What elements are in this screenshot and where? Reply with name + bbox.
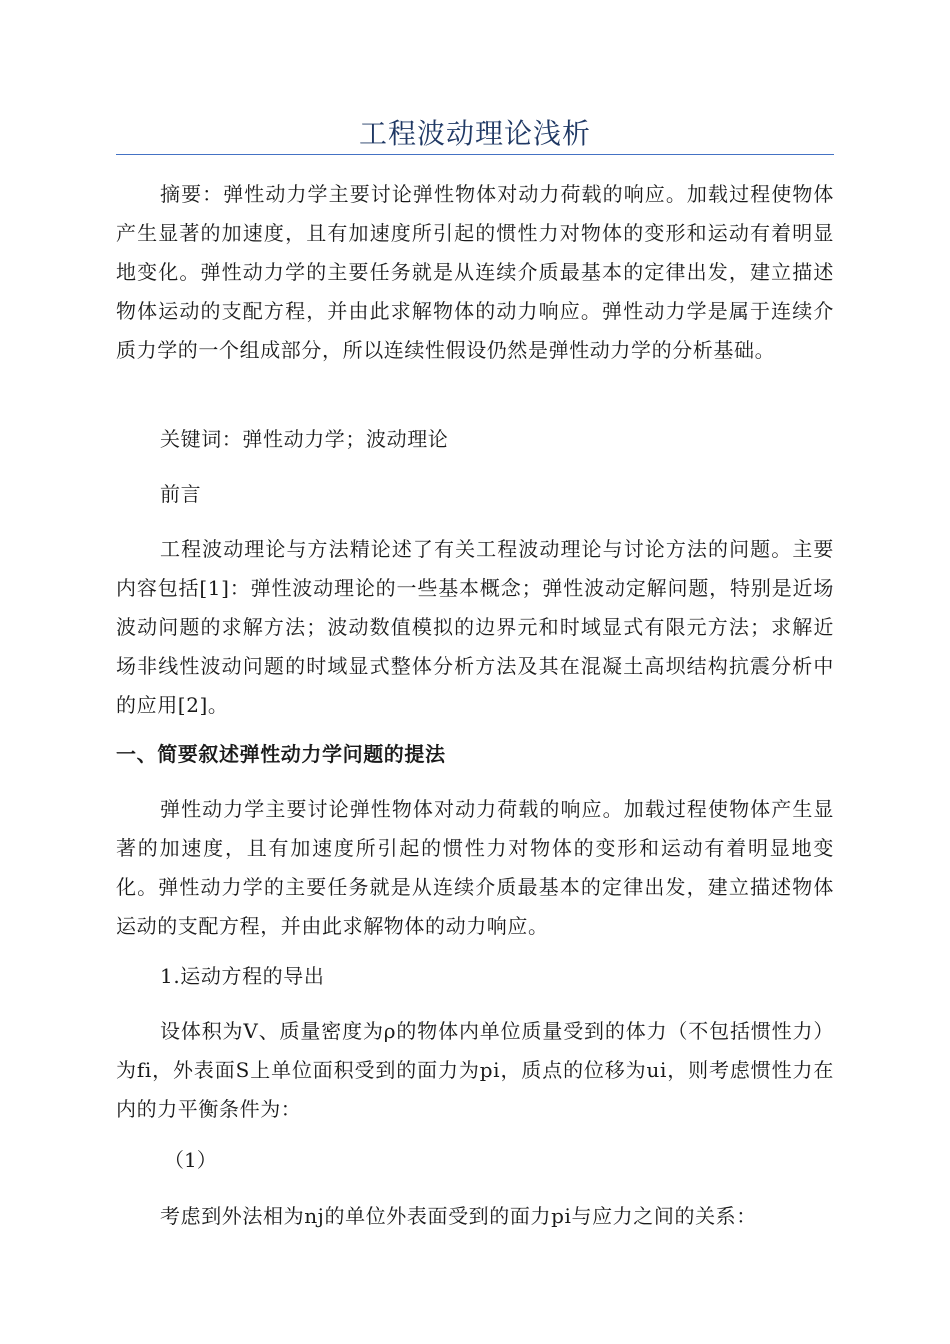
section-1-heading: 一、简要叙述弹性动力学问题的提法 xyxy=(116,742,446,766)
keywords-line: 关键词：弹性动力学；波动理论 xyxy=(160,427,449,451)
preface-paragraph: 工程波动理论与方法精论述了有关工程波动理论与讨论方法的问题。主要内容包括[1]：弹性波动理论的一些基本概念；弹性波动定解问题，特别是近场波动问题的求解方法；波动数值模拟的边界元和时域显式有限元方法；求解近场非线性波动问题的时域显式整体分析方法及其在混凝土高坝结构抗震分析中的应用[2]。 xyxy=(116,537,834,717)
section-1-paragraph: 弹性动力学主要讨论弹性物体对动力荷载的响应。加载过程使物体产生显著的加速度，且有加速度所引起的惯性力对物体的变形和运动有着明显地变化。弹性动力学的主要任务就是从连续介质最基本的定律出发，建立描述物体运动的支配方程，并由此求解物体的动力响应。 xyxy=(116,797,834,938)
equation-1-label: （1） xyxy=(164,1148,217,1172)
abstract-paragraph: 摘要：弹性动力学主要讨论弹性物体对动力荷载的响应。加载过程使物体产生显著的加速度，且有加速度所引起的惯性力对物体的变形和运动有着明显地变化。弹性动力学的主要任务就是从连续介质最基本的定律出发，建立描述物体运动的支配方程，并由此求解物体的动力响应。弹性动力学是属于连续介质力学的一个组成部分，所以连续性假设仍然是弹性动力学的分析基础。 xyxy=(116,182,834,362)
subsection-1-paragraph: 设体积为V、质量密度为ρ的物体内单位质量受到的体力（不包括惯性力）为fi，外表面S上单位面积受到的面力为pi，质点的位移为ui，则考虑惯性力在内的力平衡条件为： xyxy=(116,1019,834,1121)
preface-heading: 前言 xyxy=(160,482,202,506)
document-title: 工程波动理论浅析 xyxy=(358,117,591,150)
closing-line: 考虑到外法相为nj的单位外表面受到的面力pi与应力之间的关系： xyxy=(160,1204,757,1228)
title-underline xyxy=(116,154,834,155)
subsection-1-heading: 1.运动方程的导出 xyxy=(160,964,325,988)
